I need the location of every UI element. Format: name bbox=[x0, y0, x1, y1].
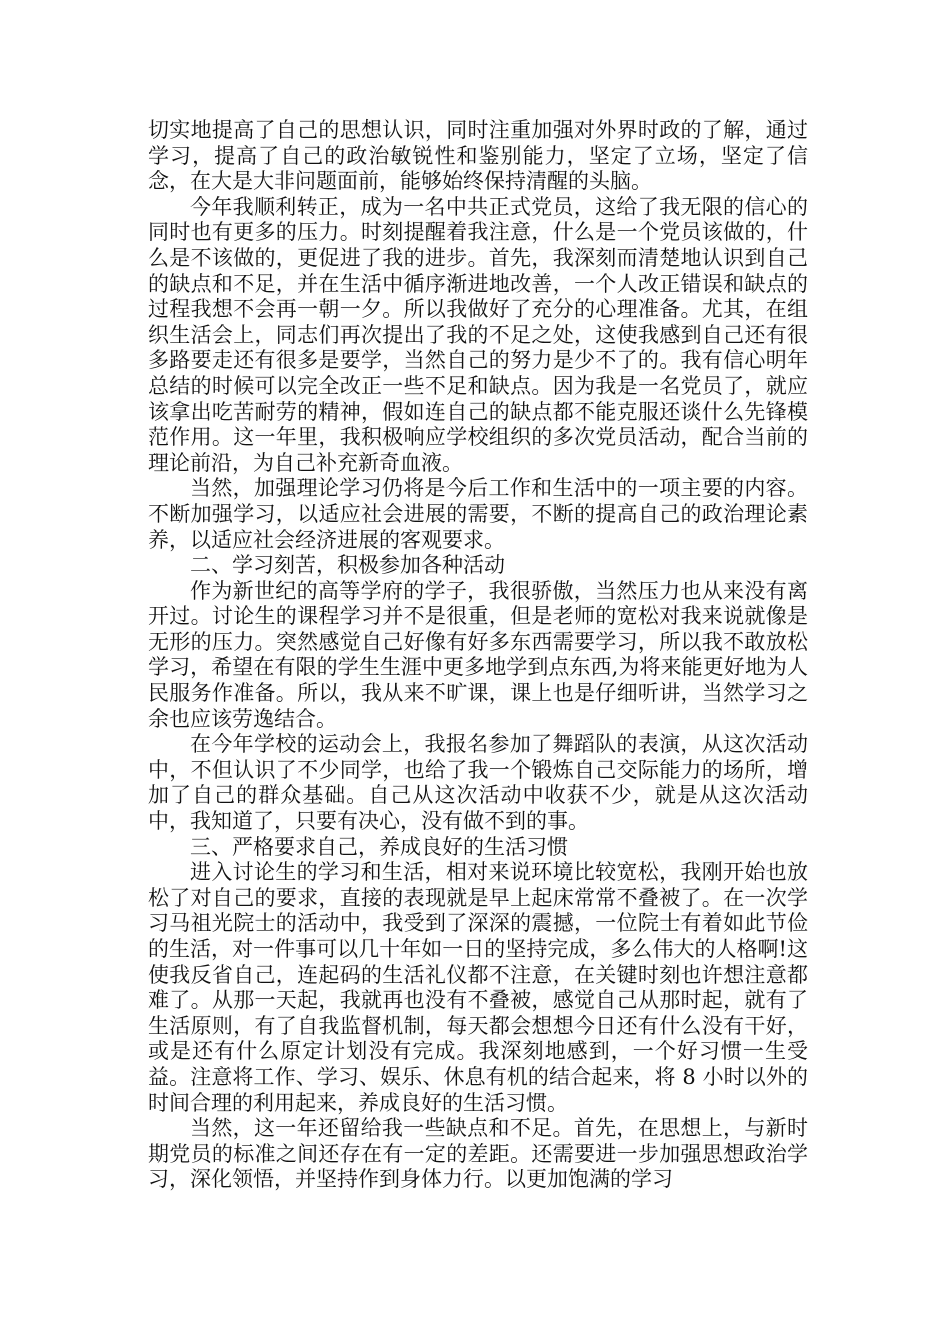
paragraph-living-habits: 进入讨论生的学习和生活，相对来说环境比较宽松，我刚开始也放松了对自己的要求，直接的表现就是早上起床常常不叠被了。在一次学习马祖光院士的活动中，我受到了深深的震撼，一位院士有着如此节俭的生活，对一件事可以几十年如一日的坚持完成，多么伟大的人格啊!这使我反省自己，连起码的生活礼仪都不注意，在关键时刻也许想注意都难了。从那一天起，我就再也没有不叠被，感觉自己从那时起，就有了生活原则，有了自我监督机制，每天都会想想今日还有什么没有干好，或是还有什么原定计划没有完成。我深刻地感到，一个好习惯一生受益。注意将工作、学习、娱乐、休息有机的结合起来，将 8 小时以外的时间合理的利用起来，养成良好的生活习惯。 bbox=[148, 860, 808, 1115]
paragraph-study-pressure: 作为新世纪的高等学府的学子，我很骄傲，当然压力也从来没有离开过。讨论生的课程学习并不是很重，但是老师的宽松对我来说就像是无形的压力。突然感觉自己好像有好多东西需要学习，所以我不敢放松学习，希望在有限的学生生涯中更多地学到点东西,为将来能更好地为人民服务作准备。所以，我从来不旷课，课上也是仔细听讲，当然学习之余也应该劳逸结合。 bbox=[148, 578, 808, 731]
document-body bbox=[148, 118, 808, 1193]
paragraph-shortcomings: 当然，这一年还留给我一些缺点和不足。首先，在思想上，与新时期党员的标准之间还存在有一定的差距。还需要进一步加强思想政治学习，深化领悟，并坚持作到身体力行。以更加饱满的学习 bbox=[148, 1116, 808, 1192]
paragraph-party-membership: 今年我顺利转正，成为一名中共正式党员，这给了我无限的信心的同时也有更多的压力。时刻提醒着我注意，什么是一个党员该做的，什么是不该做的，更促进了我的进步。首先，我深刻而清楚地认识到自己的缺点和不足，并在生活中循序渐进地改善，一个人改正错误和缺点的过程我想不会再一朝一夕。所以我做好了充分的心理准备。尤其，在组织生活会上，同志们再次提出了我的不足之处，这使我感到自己还有很多路要走还有很多是要学，当然自己的努力是少不了的。我有信心明年总结的时候可以完全改正一些不足和缺点。因为我是一名党员了，就应该拿出吃苦耐劳的精神，假如连自己的缺点都不能克服还谈什么先锋模范作用。这一年里，我积极响应学校组织的多次党员活动，配合当前的理论前沿，为自己补充新奇血液。 bbox=[148, 194, 808, 475]
section-heading-study-activities: 二、学习刻苦，积极参加各种活动 bbox=[190, 553, 505, 578]
continuation-paragraph: 切实地提高了自己的思想认识，同时注重加强对外界时政的了解，通过学习，提高了自己的政治敏锐性和鉴别能力，坚定了立场，坚定了信念，在大是大非问题面前，能够始终保持清醒的头脑。 bbox=[148, 118, 808, 194]
paragraph-theory-study: 当然，加强理论学习仍将是今后工作和生活中的一项主要的内容。不断加强学习，以适应社会进展的需要，不断的提高自己的政治理论素养，以适应社会经济进展的客观要求。 bbox=[148, 476, 808, 552]
paragraph-sports-meeting: 在今年学校的运动会上，我报名参加了舞蹈队的表演，从这次活动中，不但认识了不少同学，也给了我一个锻炼自己交际能力的场所，增加了自己的群众基础。自己从这次活动中收获不少，就是从这次活动中，我知道了，只要有决心，没有做不到的事。 bbox=[148, 732, 808, 834]
section-heading-living-habits: 三、严格要求自己，养成良好的生活习惯 bbox=[190, 834, 568, 859]
